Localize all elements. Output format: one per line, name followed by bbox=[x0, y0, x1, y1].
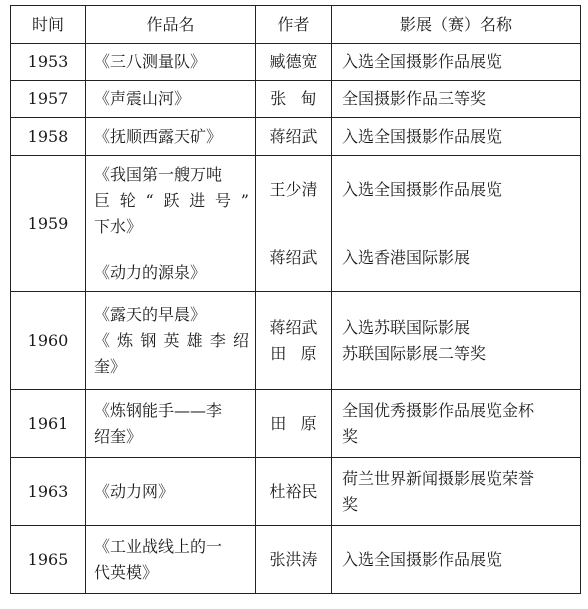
work-cell bbox=[86, 526, 256, 594]
author-cell bbox=[256, 390, 332, 458]
header-exhibition-name: 影展（赛）名称 bbox=[332, 6, 581, 44]
table-row bbox=[11, 292, 581, 390]
author-name: 臧德宽 bbox=[269, 52, 318, 71]
table-row bbox=[11, 81, 581, 118]
exhibition-cell bbox=[332, 458, 581, 526]
author-name: 蒋绍武 bbox=[269, 126, 318, 146]
exhibition-cell bbox=[332, 44, 581, 81]
table-row bbox=[11, 44, 581, 81]
exhibition-name: 全国优秀摄影作品展览金杯 bbox=[342, 400, 535, 420]
exhibition-cell bbox=[332, 118, 581, 156]
table-row bbox=[11, 390, 581, 458]
work-title: 《声震山河》 bbox=[94, 89, 191, 108]
author-cell bbox=[256, 458, 332, 526]
author-name: 田原 bbox=[270, 343, 332, 363]
work-cell bbox=[86, 44, 256, 81]
photo-awards-table bbox=[10, 5, 581, 594]
header-author: 作者 bbox=[256, 6, 332, 44]
year-cell: 1965 bbox=[11, 526, 86, 594]
year-cell: 1963 bbox=[11, 458, 86, 526]
work-cell bbox=[86, 156, 256, 292]
table-header-row bbox=[11, 6, 581, 44]
exhibition-name: 入选全国摄影作品展览 bbox=[342, 549, 503, 569]
exhibition-name: 奖 bbox=[342, 494, 359, 514]
exhibition-name: 荷兰世界新闻摄影展览荣誉 bbox=[342, 468, 535, 488]
author-name: 张甸 bbox=[270, 89, 332, 108]
table-row bbox=[11, 156, 581, 292]
year-cell: 1959 bbox=[11, 156, 86, 292]
author-name: 蒋绍武 bbox=[269, 247, 318, 267]
header-time: 时间 bbox=[11, 6, 86, 44]
author-cell bbox=[256, 44, 332, 81]
exhibition-cell bbox=[332, 390, 581, 458]
exhibition-name: 全国摄影作品三等奖 bbox=[342, 89, 487, 108]
exhibition-cell bbox=[332, 526, 581, 594]
exhibition-cell bbox=[332, 156, 581, 292]
year-cell: 1953 bbox=[11, 44, 86, 81]
author-name: 杜裕民 bbox=[269, 481, 318, 501]
author-name: 蒋绍武 bbox=[269, 317, 318, 337]
header-work-title: 作品名 bbox=[86, 6, 256, 44]
work-title: 下水》 bbox=[94, 216, 143, 236]
author-name: 王少清 bbox=[269, 179, 318, 199]
work-title: 《露天的早晨》 bbox=[94, 304, 207, 324]
exhibition-name: 入选全国摄影作品展览 bbox=[342, 179, 503, 199]
exhibition-name: 苏联国际影展二等奖 bbox=[342, 343, 487, 363]
author-cell bbox=[256, 81, 332, 118]
author-cell bbox=[256, 526, 332, 594]
exhibition-name: 入选全国摄影作品展览 bbox=[342, 52, 503, 71]
author-name: 田原 bbox=[270, 413, 332, 433]
work-title: 代英模》 bbox=[94, 562, 159, 582]
table-row bbox=[11, 118, 581, 156]
work-title: 《动力的源泉》 bbox=[94, 262, 207, 282]
exhibition-name: 入选全国摄影作品展览 bbox=[342, 126, 503, 146]
work-cell bbox=[86, 390, 256, 458]
work-title: 《我国第一艘万吨 bbox=[94, 164, 223, 184]
work-title: 奎》 bbox=[94, 356, 127, 376]
year-cell: 1960 bbox=[11, 292, 86, 390]
line-spacer bbox=[94, 240, 249, 260]
exhibition-cell bbox=[332, 81, 581, 118]
exhibition-name: 入选苏联国际影展 bbox=[342, 317, 471, 337]
author-cell bbox=[256, 292, 332, 390]
work-cell bbox=[86, 292, 256, 390]
exhibition-name: 奖 bbox=[342, 426, 359, 446]
author-cell bbox=[256, 156, 332, 292]
line-spacer bbox=[256, 203, 331, 245]
work-cell bbox=[86, 81, 256, 118]
work-title: 绍奎》 bbox=[94, 426, 143, 446]
exhibition-name: 入选香港国际影展 bbox=[342, 247, 471, 267]
work-title: 《抚顺西露天矿》 bbox=[94, 126, 223, 146]
year-cell: 1957 bbox=[11, 81, 86, 118]
work-title: 《动力网》 bbox=[94, 481, 175, 501]
work-title: 《三八测量队》 bbox=[94, 52, 207, 71]
line-spacer bbox=[342, 203, 574, 245]
work-cell bbox=[86, 118, 256, 156]
year-cell: 1958 bbox=[11, 118, 86, 156]
work-title: 《炼钢英雄李绍 bbox=[94, 330, 249, 350]
work-title: 《工业战线上的一 bbox=[94, 536, 223, 556]
work-title: 《炼钢能手——李 bbox=[94, 400, 223, 420]
work-title: 巨轮“跃进号” bbox=[94, 190, 249, 210]
table-row bbox=[11, 526, 581, 594]
exhibition-cell bbox=[332, 292, 581, 390]
table-row bbox=[11, 458, 581, 526]
author-name: 张洪涛 bbox=[269, 549, 318, 569]
work-cell bbox=[86, 458, 256, 526]
year-cell: 1961 bbox=[11, 390, 86, 458]
author-cell bbox=[256, 118, 332, 156]
